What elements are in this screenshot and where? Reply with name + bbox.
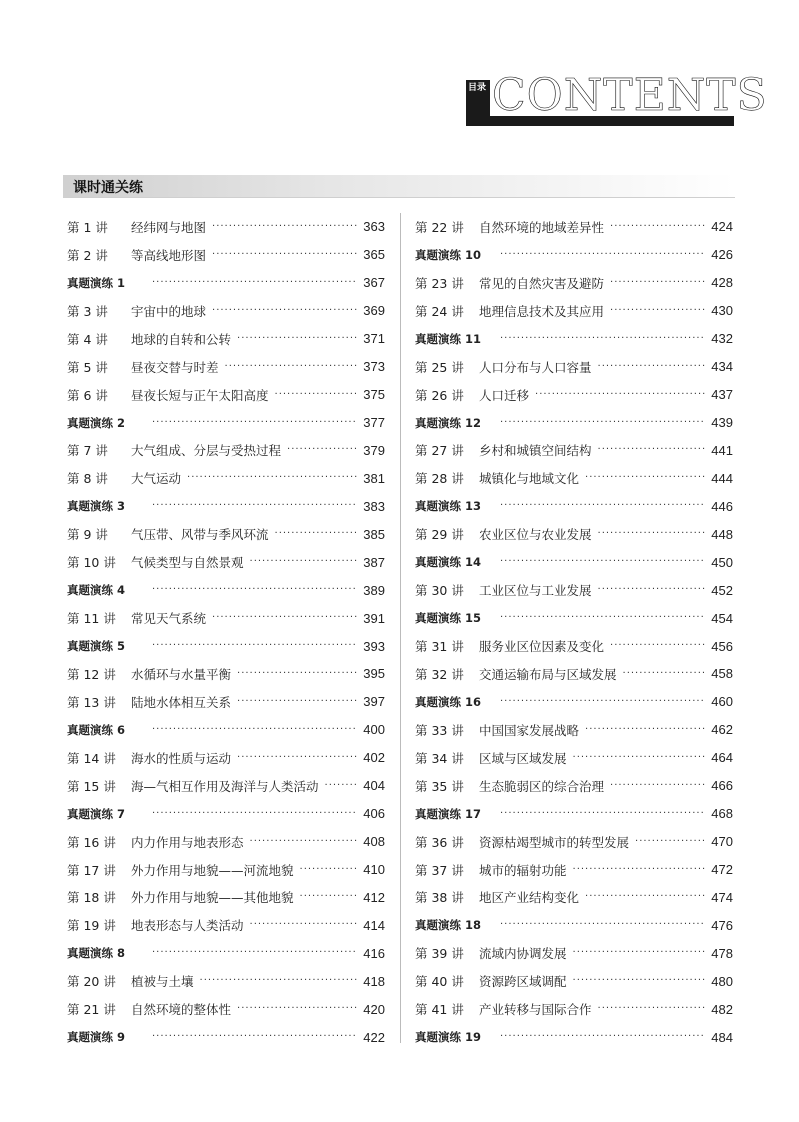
toc-dot-leader [152, 1030, 357, 1044]
section-header [63, 175, 735, 197]
toc-entry-page-number: 434 [711, 359, 733, 375]
toc-entry-page-number: 458 [711, 666, 733, 682]
toc-entry-label: 第 32 讲 [415, 666, 464, 682]
column-divider [400, 213, 401, 1043]
toc-dot-leader [610, 779, 705, 793]
toc-dot-leader [573, 863, 706, 877]
toc-lecture-entry[interactable] [67, 995, 385, 1023]
toc-entry-page-number: 439 [711, 415, 733, 431]
toc-dot-leader [212, 248, 357, 262]
toc-entry-label: 第 1 讲 [67, 219, 108, 235]
toc-dot-leader [573, 751, 706, 765]
toc-entry-page-number: 474 [711, 889, 733, 905]
toc-practice-entry[interactable] [415, 409, 733, 437]
toc-entry-label: 真题演练 17 [415, 806, 482, 821]
toc-entry-label: 第 37 讲 [415, 862, 464, 878]
toc-entry-page-number: 426 [711, 247, 733, 263]
toc-entry-label: 真题演练 13 [415, 499, 482, 514]
toc-dot-leader [598, 1002, 706, 1016]
toc-entry-page-number: 456 [711, 638, 733, 654]
toc-entry-label: 第 39 讲 [415, 946, 464, 962]
toc-entry-title: 水循环与水量平衡 [131, 666, 232, 682]
toc-entry-page-number: 452 [711, 582, 733, 598]
toc-entry-page-number: 402 [363, 750, 385, 766]
toc-entry-page-number: 371 [363, 331, 385, 347]
toc-entry-title: 人口迁移 [479, 387, 530, 403]
toc-practice-entry[interactable] [67, 1023, 385, 1051]
toc-entry-page-number: 395 [363, 666, 385, 682]
toc-right-column [415, 213, 733, 1051]
toc-entry-label: 第 7 讲 [67, 443, 108, 459]
toc-entry-label: 真题演练 4 [67, 583, 126, 598]
toc-dot-leader [598, 443, 706, 457]
toc-lecture-entry[interactable] [67, 353, 385, 381]
toc-dot-leader [212, 611, 357, 625]
logo-mulu-text: 目录 [468, 83, 487, 93]
toc-entry-title: 海—气相互作用及海洋与人类活动 [131, 778, 319, 794]
toc-entry-label: 第 36 讲 [415, 834, 464, 850]
toc-entry-page-number: 416 [363, 945, 385, 961]
toc-entry-page-number: 468 [711, 806, 733, 822]
toc-dot-leader [610, 304, 705, 318]
toc-entry-title: 产业转移与国际合作 [479, 1002, 592, 1018]
toc-entry-label: 真题演练 8 [67, 946, 126, 961]
toc-dot-leader [152, 416, 357, 430]
toc-entry-page-number: 441 [711, 442, 733, 458]
toc-lecture-entry[interactable] [415, 939, 733, 967]
toc-entry-label: 第 41 讲 [415, 1002, 464, 1018]
toc-entry-title: 中国国家发展战略 [479, 722, 580, 738]
toc-entry-label: 真题演练 12 [415, 415, 482, 430]
toc-entry-page-number: 418 [363, 973, 385, 989]
toc-entry-page-number: 460 [711, 694, 733, 710]
toc-lecture-entry[interactable] [67, 213, 385, 241]
toc-lecture-entry[interactable] [67, 464, 385, 492]
toc-entry-page-number: 466 [711, 778, 733, 794]
toc-lecture-entry[interactable] [67, 828, 385, 856]
toc-entry-label: 真题演练 5 [67, 639, 126, 654]
toc-entry-page-number: 412 [363, 889, 385, 905]
toc-lecture-entry[interactable] [415, 464, 733, 492]
toc-dot-leader [152, 583, 357, 597]
toc-entry-page-number: 389 [363, 582, 385, 598]
toc-lecture-entry[interactable] [415, 437, 733, 465]
toc-entry-title: 大气运动 [131, 471, 182, 487]
toc-entry-title: 等高线地形图 [131, 247, 207, 263]
toc-lecture-entry[interactable] [67, 967, 385, 995]
toc-lecture-entry[interactable] [415, 576, 733, 604]
toc-dot-leader [623, 667, 706, 681]
toc-entry-label: 真题演练 9 [67, 1030, 126, 1045]
toc-entry-label: 第 30 讲 [415, 583, 464, 599]
toc-entry-label: 真题演练 14 [415, 555, 482, 570]
toc-entry-page-number: 444 [711, 470, 733, 486]
toc-entry-page-number: 470 [711, 834, 733, 850]
toc-entry-page-number: 367 [363, 275, 385, 291]
toc-entry-label: 第 26 讲 [415, 387, 464, 403]
toc-entry-label: 第 40 讲 [415, 974, 464, 990]
toc-dot-leader [250, 918, 358, 932]
toc-entry-page-number: 369 [363, 303, 385, 319]
toc-dot-leader [225, 360, 358, 374]
toc-practice-entry[interactable] [67, 576, 385, 604]
toc-entry-title: 昼夜长短与正午太阳高度 [131, 387, 269, 403]
toc-entry-title: 常见天气系统 [131, 611, 207, 627]
toc-dot-leader [152, 276, 357, 290]
toc-dot-leader [152, 723, 357, 737]
toc-entry-title: 地球的自转和公转 [131, 331, 232, 347]
toc-lecture-entry[interactable] [67, 744, 385, 772]
toc-entry-page-number: 454 [711, 610, 733, 626]
toc-lecture-entry[interactable] [415, 772, 733, 800]
toc-entry-page-number: 414 [363, 917, 385, 933]
toc-entry-label: 第 19 讲 [67, 918, 116, 934]
toc-lecture-entry[interactable] [67, 660, 385, 688]
toc-dot-leader [500, 416, 705, 430]
toc-entry-page-number: 406 [363, 806, 385, 822]
toc-entry-title: 流域内协调发展 [479, 946, 567, 962]
toc-lecture-entry[interactable] [67, 911, 385, 939]
toc-dot-leader [610, 220, 705, 234]
toc-dot-leader [275, 388, 358, 402]
toc-entry-label: 真题演练 1 [67, 275, 126, 290]
toc-entry-title: 资源跨区域调配 [479, 974, 567, 990]
toc-lecture-entry[interactable] [67, 548, 385, 576]
toc-entry-page-number: 391 [363, 610, 385, 626]
toc-lecture-entry[interactable] [67, 604, 385, 632]
toc-entry-title: 工业区位与工业发展 [479, 583, 592, 599]
toc-entry-label: 第 20 讲 [67, 974, 116, 990]
toc-lecture-entry[interactable] [67, 884, 385, 912]
toc-entry-page-number: 476 [711, 917, 733, 933]
toc-lecture-entry[interactable] [67, 297, 385, 325]
toc-dot-leader [635, 835, 705, 849]
toc-dot-leader [598, 360, 706, 374]
toc-entry-page-number: 482 [711, 1001, 733, 1017]
toc-entry-label: 第 38 讲 [415, 890, 464, 906]
toc-entry-page-number: 365 [363, 247, 385, 263]
toc-dot-leader [300, 863, 358, 877]
toc-entry-label: 真题演练 11 [415, 331, 482, 346]
toc-entry-label: 第 5 讲 [67, 359, 108, 375]
toc-entry-title: 农业区位与农业发展 [479, 527, 592, 543]
toc-entry-page-number: 450 [711, 554, 733, 570]
toc-lecture-entry[interactable] [415, 856, 733, 884]
toc-entry-title: 气压带、风带与季风环流 [131, 527, 269, 543]
toc-practice-entry[interactable] [67, 269, 385, 297]
toc-entry-label: 真题演练 6 [67, 722, 126, 737]
toc-entry-label: 第 14 讲 [67, 750, 116, 766]
toc-dot-leader [500, 918, 705, 932]
toc-entry-label: 真题演练 3 [67, 499, 126, 514]
toc-lecture-entry[interactable] [67, 856, 385, 884]
toc-entry-page-number: 437 [711, 387, 733, 403]
toc-practice-entry[interactable] [415, 911, 733, 939]
toc-lecture-entry[interactable] [415, 828, 733, 856]
toc-dot-leader [250, 555, 358, 569]
toc-entry-page-number: 464 [711, 750, 733, 766]
toc-entry-page-number: 363 [363, 219, 385, 235]
toc-dot-leader [300, 890, 358, 904]
toc-practice-entry[interactable] [67, 716, 385, 744]
toc-dot-leader [500, 695, 705, 709]
toc-dot-leader [500, 1030, 705, 1044]
toc-entry-page-number: 430 [711, 303, 733, 319]
toc-entry-page-number: 393 [363, 638, 385, 654]
toc-entry-label: 第 33 讲 [415, 722, 464, 738]
toc-lecture-entry[interactable] [415, 520, 733, 548]
toc-dot-leader [250, 835, 358, 849]
toc-entry-title: 乡村和城镇空间结构 [479, 443, 592, 459]
toc-entry-title: 城镇化与地域文化 [479, 471, 580, 487]
toc-dot-leader [500, 332, 705, 346]
toc-entry-page-number: 373 [363, 359, 385, 375]
toc-entry-page-number: 375 [363, 387, 385, 403]
toc-entry-label: 第 8 讲 [67, 471, 108, 487]
toc-entry-title: 地理信息技术及其应用 [479, 303, 605, 319]
toc-entry-label: 真题演练 10 [415, 247, 482, 262]
toc-practice-entry[interactable] [67, 632, 385, 660]
toc-entry-title: 昼夜交替与时差 [131, 359, 219, 375]
toc-entry-title: 宇宙中的地球 [131, 303, 207, 319]
toc-entry-title: 自然环境的整体性 [131, 1002, 232, 1018]
contents-logo [466, 70, 768, 126]
toc-lecture-entry[interactable] [415, 716, 733, 744]
toc-dot-leader [237, 751, 357, 765]
toc-lecture-entry[interactable] [67, 325, 385, 353]
toc-entry-page-number: 424 [711, 219, 733, 235]
toc-lecture-entry[interactable] [67, 437, 385, 465]
toc-practice-entry[interactable] [415, 688, 733, 716]
toc-entry-label: 第 3 讲 [67, 303, 108, 319]
toc-dot-leader [237, 1002, 357, 1016]
toc-entry-title: 交通运输布局与区域发展 [479, 666, 617, 682]
toc-lecture-entry[interactable] [67, 381, 385, 409]
toc-entry-page-number: 428 [711, 275, 733, 291]
toc-dot-leader [585, 723, 705, 737]
toc-practice-entry[interactable] [415, 604, 733, 632]
toc-lecture-entry[interactable] [67, 520, 385, 548]
toc-lecture-entry[interactable] [415, 269, 733, 297]
toc-entry-page-number: 397 [363, 694, 385, 710]
toc-dot-leader [598, 583, 706, 597]
toc-entry-page-number: 448 [711, 526, 733, 542]
toc-dot-leader [152, 499, 357, 513]
toc-entry-page-number: 410 [363, 862, 385, 878]
toc-entry-label: 真题演练 18 [415, 918, 482, 933]
toc-practice-entry[interactable] [415, 492, 733, 520]
toc-dot-leader [152, 639, 357, 653]
toc-left-column [67, 213, 385, 1051]
section-underline [63, 197, 735, 198]
toc-entry-label: 第 29 讲 [415, 527, 464, 543]
toc-entry-title: 生态脆弱区的综合治理 [479, 778, 605, 794]
toc-entry-page-number: 400 [363, 722, 385, 738]
toc-dot-leader [573, 974, 706, 988]
toc-dot-leader [585, 890, 705, 904]
toc-entry-page-number: 420 [363, 1001, 385, 1017]
toc-entry-title: 内力作用与地表形态 [131, 834, 244, 850]
toc-practice-entry[interactable] [415, 548, 733, 576]
toc-practice-entry[interactable] [67, 492, 385, 520]
toc-lecture-entry[interactable] [415, 884, 733, 912]
toc-dot-leader [212, 304, 357, 318]
toc-dot-leader [500, 555, 705, 569]
toc-dot-leader [152, 946, 357, 960]
toc-entry-title: 地表形态与人类活动 [131, 918, 244, 934]
toc-entry-page-number: 387 [363, 554, 385, 570]
toc-entry-title: 资源枯竭型城市的转型发展 [479, 834, 630, 850]
toc-practice-entry[interactable] [415, 241, 733, 269]
toc-entry-label: 真题演练 7 [67, 806, 126, 821]
toc-entry-title: 自然环境的地域差异性 [479, 219, 605, 235]
toc-dot-leader [500, 611, 705, 625]
toc-entry-label: 第 15 讲 [67, 778, 116, 794]
section-title: 课时通关练 [73, 180, 143, 196]
toc-dot-leader [500, 807, 705, 821]
toc-dot-leader [500, 248, 705, 262]
toc-lecture-entry[interactable] [67, 241, 385, 269]
toc-practice-entry[interactable] [415, 325, 733, 353]
toc-entry-label: 第 13 讲 [67, 694, 116, 710]
toc-entry-page-number: 408 [363, 834, 385, 850]
toc-lecture-entry[interactable] [415, 632, 733, 660]
toc-entry-title: 外力作用与地貌——河流地貌 [131, 862, 294, 878]
toc-entry-label: 第 16 讲 [67, 834, 116, 850]
toc-dot-leader [275, 527, 358, 541]
toc-dot-leader [187, 471, 357, 485]
toc-entry-label: 第 21 讲 [67, 1002, 116, 1018]
toc-entry-page-number: 381 [363, 470, 385, 486]
toc-entry-label: 第 11 讲 [67, 611, 116, 627]
toc-entry-label: 真题演练 19 [415, 1030, 482, 1045]
toc-entry-page-number: 385 [363, 526, 385, 542]
toc-lecture-entry[interactable] [415, 744, 733, 772]
toc-entry-title: 陆地水体相互关系 [131, 694, 232, 710]
toc-entry-page-number: 446 [711, 498, 733, 514]
toc-lecture-entry[interactable] [415, 660, 733, 688]
toc-entry-label: 第 24 讲 [415, 303, 464, 319]
toc-entry-label: 第 2 讲 [67, 247, 108, 263]
toc-entry-label: 第 17 讲 [67, 862, 116, 878]
toc-dot-leader [237, 332, 357, 346]
toc-entry-title: 常见的自然灾害及避防 [479, 275, 605, 291]
toc-entry-title: 服务业区位因素及变化 [479, 639, 605, 655]
toc-entry-title: 区域与区域发展 [479, 750, 567, 766]
toc-dot-leader [585, 471, 705, 485]
toc-entry-title: 人口分布与人口容量 [479, 359, 592, 375]
toc-entry-page-number: 422 [363, 1029, 385, 1045]
toc-dot-leader [200, 974, 358, 988]
toc-entry-label: 第 9 讲 [67, 527, 108, 543]
toc-dot-leader [212, 220, 357, 234]
toc-practice-entry[interactable] [67, 939, 385, 967]
toc-entry-label: 第 12 讲 [67, 666, 116, 682]
toc-practice-entry[interactable] [415, 800, 733, 828]
toc-entry-label: 第 34 讲 [415, 750, 464, 766]
toc-entry-title: 海水的性质与运动 [131, 750, 232, 766]
logo-contents-word: CONTENTS [492, 70, 768, 121]
toc-entry-title: 气候类型与自然景观 [131, 555, 244, 571]
toc-dot-leader [610, 639, 705, 653]
toc-practice-entry[interactable] [67, 800, 385, 828]
toc-entry-label: 第 10 讲 [67, 555, 116, 571]
toc-entry-page-number: 480 [711, 973, 733, 989]
toc-entry-label: 第 6 讲 [67, 387, 108, 403]
toc-entry-label: 第 22 讲 [415, 219, 464, 235]
toc-dot-leader [325, 779, 358, 793]
toc-entry-label: 真题演练 15 [415, 611, 482, 626]
toc-entry-page-number: 379 [363, 442, 385, 458]
toc-entry-page-number: 432 [711, 331, 733, 347]
toc-dot-leader [237, 667, 357, 681]
toc-entry-title: 外力作用与地貌——其他地貌 [131, 890, 294, 906]
toc-lecture-entry[interactable] [67, 772, 385, 800]
toc-practice-entry[interactable] [67, 409, 385, 437]
toc-practice-entry[interactable] [415, 1023, 733, 1051]
toc-lecture-entry[interactable] [67, 688, 385, 716]
toc-entry-label: 第 25 讲 [415, 359, 464, 375]
toc-entry-label: 第 18 讲 [67, 890, 116, 906]
toc-entry-title: 大气组成、分层与受热过程 [131, 443, 282, 459]
toc-lecture-entry[interactable] [415, 995, 733, 1023]
toc-entry-title: 植被与土壤 [131, 974, 194, 990]
toc-entry-label: 第 23 讲 [415, 275, 464, 291]
toc-entry-page-number: 462 [711, 722, 733, 738]
toc-dot-leader [500, 499, 705, 513]
toc-entry-page-number: 484 [711, 1029, 733, 1045]
toc-entry-page-number: 383 [363, 498, 385, 514]
toc-entry-label: 真题演练 2 [67, 415, 126, 430]
toc-dot-leader [610, 276, 705, 290]
toc-dot-leader [598, 527, 706, 541]
toc-lecture-entry[interactable] [415, 213, 733, 241]
toc-entry-label: 第 4 讲 [67, 331, 108, 347]
toc-dot-leader [287, 443, 357, 457]
toc-lecture-entry[interactable] [415, 297, 733, 325]
toc-dot-leader [152, 807, 357, 821]
toc-entry-label: 第 31 讲 [415, 639, 464, 655]
toc-entry-title: 城市的辐射功能 [479, 862, 567, 878]
section-header-background [63, 175, 735, 197]
toc-entry-title: 经纬网与地图 [131, 219, 207, 235]
toc-lecture-entry[interactable] [415, 381, 733, 409]
toc-dot-leader [573, 946, 706, 960]
toc-entry-label: 第 27 讲 [415, 443, 464, 459]
toc-entry-page-number: 478 [711, 945, 733, 961]
toc-entry-label: 第 28 讲 [415, 471, 464, 487]
toc-dot-leader [237, 695, 357, 709]
toc-lecture-entry[interactable] [415, 353, 733, 381]
toc-lecture-entry[interactable] [415, 967, 733, 995]
toc-entry-label: 第 35 讲 [415, 778, 464, 794]
toc-dot-leader [535, 388, 705, 402]
toc-entry-page-number: 404 [363, 778, 385, 794]
toc-entry-page-number: 472 [711, 862, 733, 878]
toc-entry-title: 地区产业结构变化 [479, 890, 580, 906]
toc-entry-page-number: 377 [363, 415, 385, 431]
toc-entry-label: 真题演练 16 [415, 694, 482, 709]
